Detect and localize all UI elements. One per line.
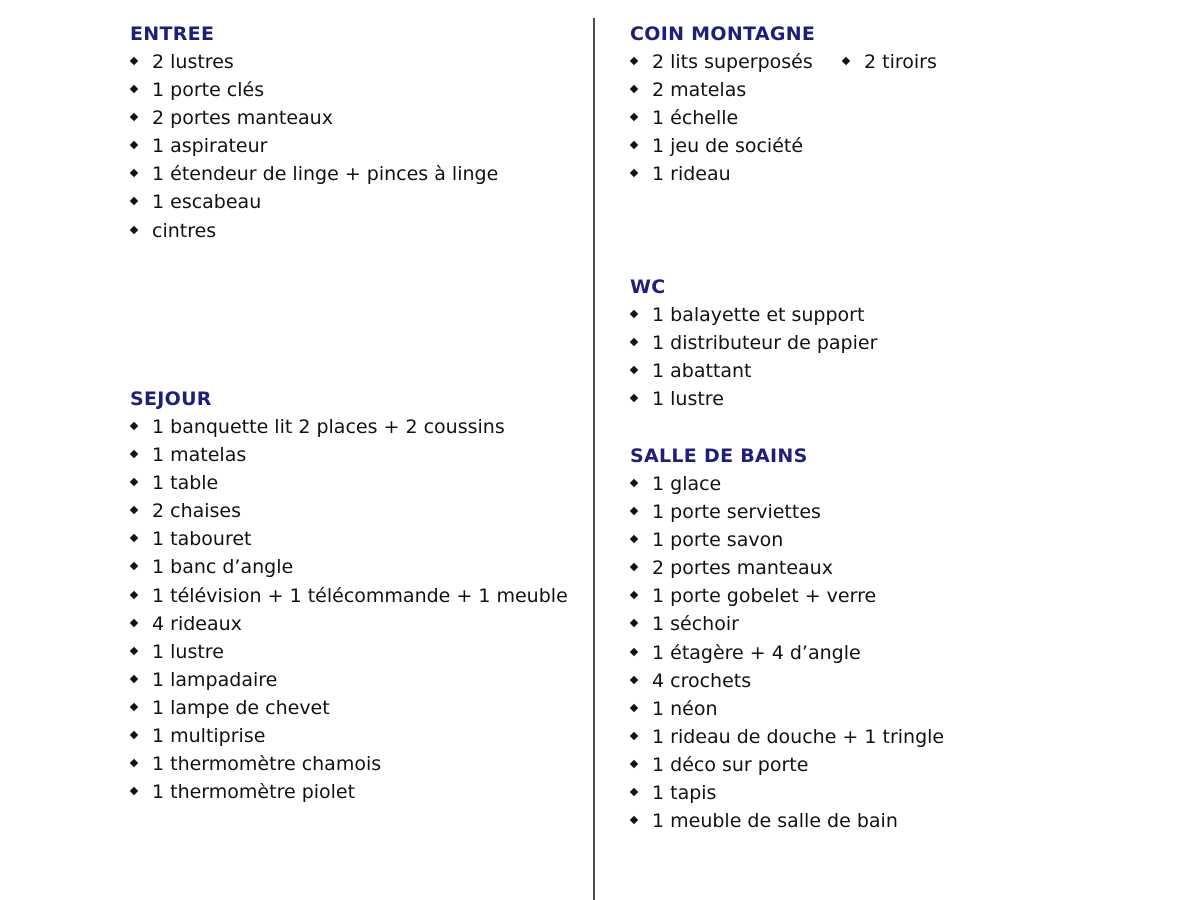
diamond-bullet-icon xyxy=(130,759,138,767)
list-item-text: 1 multiprise xyxy=(152,725,266,748)
list-item xyxy=(130,160,498,188)
list-item xyxy=(630,498,944,526)
diamond-bullet-icon xyxy=(630,816,638,824)
list-item-text: 2 portes manteaux xyxy=(652,557,833,580)
diamond-bullet-icon xyxy=(130,506,138,514)
list-item xyxy=(630,723,944,751)
list-item-text: 1 tapis xyxy=(652,782,717,805)
list-item-text: 1 rideau xyxy=(652,163,731,186)
list-item xyxy=(130,694,568,722)
list-item-text: 1 déco sur porte xyxy=(652,753,809,776)
diamond-bullet-icon xyxy=(630,113,638,121)
list-item-text: 1 banquette lit 2 places + 2 coussins xyxy=(152,416,505,438)
section-title-wc: WC xyxy=(630,276,666,298)
list-item-text: 2 tiroirs xyxy=(864,51,937,73)
diamond-bullet-icon xyxy=(630,619,638,627)
diamond-bullet-icon xyxy=(630,310,638,318)
list-item-text: 1 étagère + 4 d’angle xyxy=(652,641,861,664)
list-item-text: 1 thermomètre chamois xyxy=(152,753,382,776)
list-item-text: 1 rideau de douche + 1 tringle xyxy=(652,725,945,748)
diamond-bullet-icon xyxy=(130,169,138,177)
diamond-bullet-icon xyxy=(630,338,638,346)
list-item-text: 1 glace xyxy=(652,473,722,495)
list-item xyxy=(130,582,568,610)
section-title-entree: ENTREE xyxy=(130,23,215,45)
section-wc xyxy=(630,273,877,413)
list-item xyxy=(130,497,568,525)
list-item-text: 1 porte serviettes xyxy=(652,501,821,524)
diamond-bullet-icon xyxy=(630,563,638,571)
list-item-text: 1 aspirateur xyxy=(152,135,268,158)
list-item-text: 2 lits superposés xyxy=(652,51,813,73)
list-item-text: 1 lustre xyxy=(652,388,724,411)
list-item-text: 1 lustre xyxy=(152,640,224,663)
list-item-text: 2 matelas xyxy=(652,79,747,102)
list-item-text: 1 banc d’angle xyxy=(152,556,294,579)
list-item-text: 1 porte clés xyxy=(152,79,265,102)
list-item-text: 1 étendeur de linge + pinces à linge xyxy=(152,163,499,186)
list-item xyxy=(630,610,944,638)
diamond-bullet-icon xyxy=(130,590,138,598)
list-item-text: 1 balayette et support xyxy=(652,304,865,326)
list-item xyxy=(630,132,815,160)
list-item-text: 1 table xyxy=(152,472,219,495)
list-item-text: 1 porte savon xyxy=(652,529,784,552)
list-item xyxy=(130,610,568,638)
list-item-text: 2 chaises xyxy=(152,500,242,523)
list-item xyxy=(630,667,944,695)
list-item-extra xyxy=(842,48,937,76)
diamond-bullet-icon xyxy=(630,760,638,768)
list-item xyxy=(130,76,498,104)
list-item-text: 1 escabeau xyxy=(152,191,262,214)
column-divider xyxy=(593,18,595,900)
diamond-bullet-icon xyxy=(630,366,638,374)
list-item-text: 4 rideaux xyxy=(152,612,242,635)
diamond-bullet-icon xyxy=(630,591,638,599)
section-title-sejour: SEJOUR xyxy=(130,388,212,410)
diamond-bullet-icon xyxy=(130,225,138,233)
list-item-text: 4 crochets xyxy=(652,669,752,692)
list-item xyxy=(630,470,944,498)
section-salle-de-bains xyxy=(630,442,944,835)
list-item xyxy=(630,301,877,329)
list-item-text: 1 meuble de salle de bain xyxy=(652,810,898,833)
list-item xyxy=(630,104,815,132)
section-entree xyxy=(130,20,498,245)
list-item-text: 1 lampadaire xyxy=(152,668,278,691)
diamond-bullet-icon xyxy=(630,535,638,543)
diamond-bullet-icon xyxy=(630,394,638,402)
list-item xyxy=(130,525,568,553)
list-item xyxy=(130,750,568,778)
diamond-bullet-icon xyxy=(630,788,638,796)
diamond-bullet-icon xyxy=(130,141,138,149)
diamond-bullet-icon xyxy=(130,197,138,205)
list-item-text: 2 lustres xyxy=(152,51,234,73)
list-item xyxy=(630,779,944,807)
list-item xyxy=(130,441,568,469)
list-item-text: cintres xyxy=(152,219,217,242)
list-item xyxy=(630,639,944,667)
diamond-bullet-icon xyxy=(130,85,138,93)
diamond-bullet-icon xyxy=(630,675,638,683)
list-item xyxy=(130,553,568,581)
list-item xyxy=(630,695,944,723)
diamond-bullet-icon xyxy=(630,647,638,655)
list-item xyxy=(630,76,815,104)
list-item-text: 1 télévision + 1 télécommande + 1 meuble xyxy=(152,584,568,607)
list-item xyxy=(630,554,944,582)
diamond-bullet-icon xyxy=(130,450,138,458)
list-item xyxy=(630,385,877,413)
list-item xyxy=(630,807,944,835)
list-item xyxy=(630,160,815,188)
list-item xyxy=(630,751,944,779)
list-item-text: 1 lampe de chevet xyxy=(152,696,330,719)
diamond-bullet-icon xyxy=(130,647,138,655)
diamond-bullet-icon xyxy=(130,534,138,542)
diamond-bullet-icon xyxy=(130,562,138,570)
list-item xyxy=(630,582,944,610)
list-item-text: 1 distributeur de papier xyxy=(652,332,878,355)
list-item xyxy=(630,329,877,357)
diamond-bullet-icon xyxy=(130,787,138,795)
diamond-bullet-icon xyxy=(630,85,638,93)
diamond-bullet-icon xyxy=(130,675,138,683)
list-item-text: 1 abattant xyxy=(652,360,752,383)
list-item-text: 1 séchoir xyxy=(652,613,739,636)
list-item xyxy=(130,48,498,76)
list-item xyxy=(130,217,498,245)
list-item-text: 1 jeu de société xyxy=(652,135,804,158)
diamond-bullet-icon xyxy=(630,704,638,712)
diamond-bullet-icon xyxy=(630,169,638,177)
diamond-bullet-icon xyxy=(130,478,138,486)
list-item xyxy=(630,357,877,385)
list-item xyxy=(130,413,568,441)
section-title-salle-de-bains: SALLE DE BAINS xyxy=(630,445,808,467)
diamond-bullet-icon xyxy=(130,113,138,121)
list-item-text: 1 tabouret xyxy=(152,528,252,551)
diamond-bullet-icon xyxy=(130,618,138,626)
diamond-bullet-icon xyxy=(630,57,638,65)
list-item-text: 1 échelle xyxy=(652,107,739,130)
list-item-text: 1 porte gobelet + verre xyxy=(652,585,877,608)
list-item xyxy=(630,48,937,76)
section-sejour xyxy=(130,385,568,806)
list-item-text: 1 néon xyxy=(652,697,718,720)
list-item xyxy=(130,722,568,750)
list-item xyxy=(130,778,568,806)
diamond-bullet-icon xyxy=(630,479,638,487)
list-item-text: 1 thermomètre piolet xyxy=(152,781,356,804)
list-item xyxy=(130,469,568,497)
section-title-coin-montagne: COIN MONTAGNE xyxy=(630,23,816,45)
list-item-text: 1 matelas xyxy=(152,444,247,467)
diamond-bullet-icon xyxy=(130,731,138,739)
list-item xyxy=(630,526,944,554)
diamond-bullet-icon xyxy=(842,57,850,65)
list-item xyxy=(130,104,498,132)
section-coin-montagne xyxy=(630,20,937,188)
list-item xyxy=(130,132,498,160)
diamond-bullet-icon xyxy=(130,422,138,430)
diamond-bullet-icon xyxy=(630,732,638,740)
list-item xyxy=(130,666,568,694)
diamond-bullet-icon xyxy=(130,57,138,65)
diamond-bullet-icon xyxy=(630,141,638,149)
list-item xyxy=(130,188,498,216)
list-item xyxy=(130,638,568,666)
list-item-text: 2 portes manteaux xyxy=(152,107,333,130)
diamond-bullet-icon xyxy=(130,703,138,711)
diamond-bullet-icon xyxy=(630,507,638,515)
